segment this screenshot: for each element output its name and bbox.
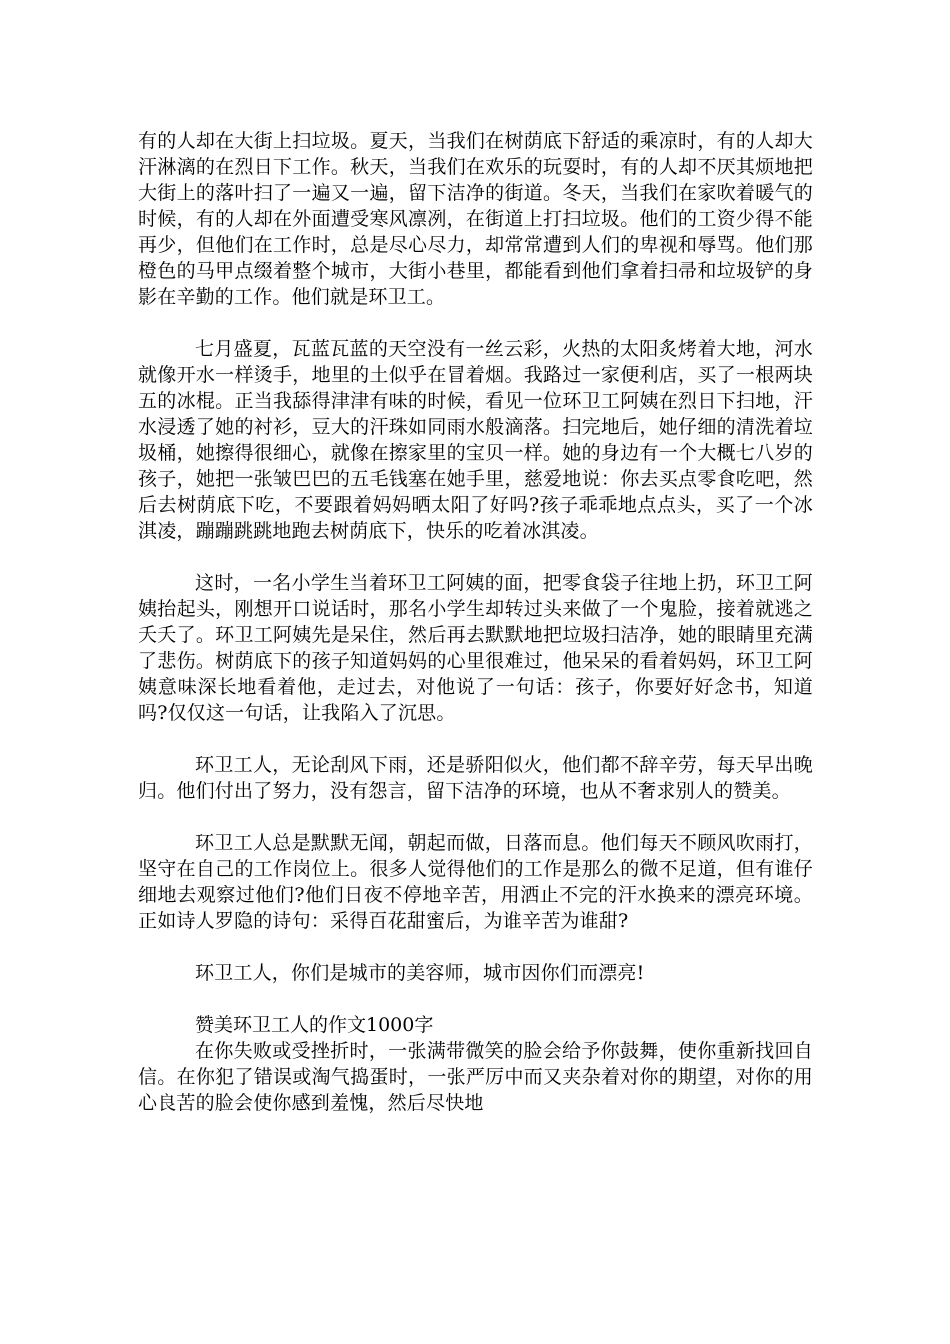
paragraph-7: 在你失败或受挫折时，一张满带微笑的脸会给予你鼓舞，使你重新找回自信。在你犯了错误或淘气捣蛋时，一张严厉中而又夹杂着对你的期望，对你的用心良苦的脸会使你感到羞愧，然后尽快地 [138,1040,813,1114]
paragraph-1: 有的人却在大街上扫垃圾。夏天，当我们在树荫底下舒适的乘凉时，有的人却大汗淋漓的在烈日下工作。秋天，当我们在欢乐的玩耍时，有的人却不厌其烦地把大街上的落叶扫了一遍又一遍，留下洁净的街道。冬天，当我们在家吹着暖气的时候，有的人却在外面遭受寒风凛冽，在街道上打扫垃圾。他们的工资少得不能再少，但他们在工作时，总是尽心尽力，却常常遭到人们的卑视和辱骂。他们那橙色的马甲点缀着整个城市，大街小巷里，都能看到他们拿着扫帚和垃圾铲的身影在辛勤的工作。他们就是环卫工。 [138,130,813,308]
paragraph-3: 这时，一名小学生当着环卫工阿姨的面，把零食袋子往地上扔，环卫工阿姨抬起头，刚想开口说话时，那名小学生却转过头来做了一个鬼脸，接着就逃之夭夭了。环卫工阿姨先是呆住，然后再去默默地把垃圾扫洁净，她的眼睛里充满了悲伤。树荫底下的孩子知道妈妈的心里很难过，他呆呆的看着妈妈，环卫工阿姨意味深长地看着他，走过去，对他说了一句话：孩子，你要好好念书，知道吗?仅仅这一句话，让我陷入了沉思。 [138,572,813,724]
paragraph-2: 七月盛夏，瓦蓝瓦蓝的天空没有一丝云彩，火热的太阳炙烤着大地，河水就像开水一样烫手，地里的土似乎在冒着烟。我路过一家便利店，买了一根两块五的冰棍。正当我舔得津津有味的时候，看见一位环卫工阿姨在烈日下扫地，汗水浸透了她的衬衫，豆大的汗珠如同雨水般滴落。扫完地后，她仔细的清洗着垃圾桶，她擦得很细心，就像在擦家里的宝贝一样。她的身边有一个大概七八岁的孩子，她把一张皱巴巴的五毛钱塞在她手里，慈爱地说：你去买点零食吃吧，然后去树荫底下吃，不要跟着妈妈晒太阳了好吗?孩子乖乖地点点头，买了一个冰淇凌，蹦蹦跳跳地跑去树荫底下，快乐的吃着冰淇凌。 [138,338,813,542]
document-page [138,128,813,1142]
paragraph-5: 环卫工人总是默默无闻，朝起而做，日落而息。他们每天不顾风吹雨打，坚守在自己的工作岗位上。很多人觉得他们的工作是那么的微不足道，但有谁仔细地去观察过他们?他们日夜不停地辛苦，用洒止不完的汗水换来的漂亮环境。正如诗人罗隐的诗句：采得百花甜蜜后，为谁辛苦为谁甜? [138,832,813,932]
paragraph-6: 环卫工人，你们是城市的美容师，城市因你们而漂亮! [195,962,645,984]
essay-heading: 赞美环卫工人的作文1000字 [195,1014,434,1036]
paragraph-4: 环卫工人，无论刮风下雨，还是骄阳似火，他们都不辞辛劳，每天早出晚归。他们付出了努力，没有怨言，留下洁净的环境，也从不奢求别人的赞美。 [138,754,813,802]
